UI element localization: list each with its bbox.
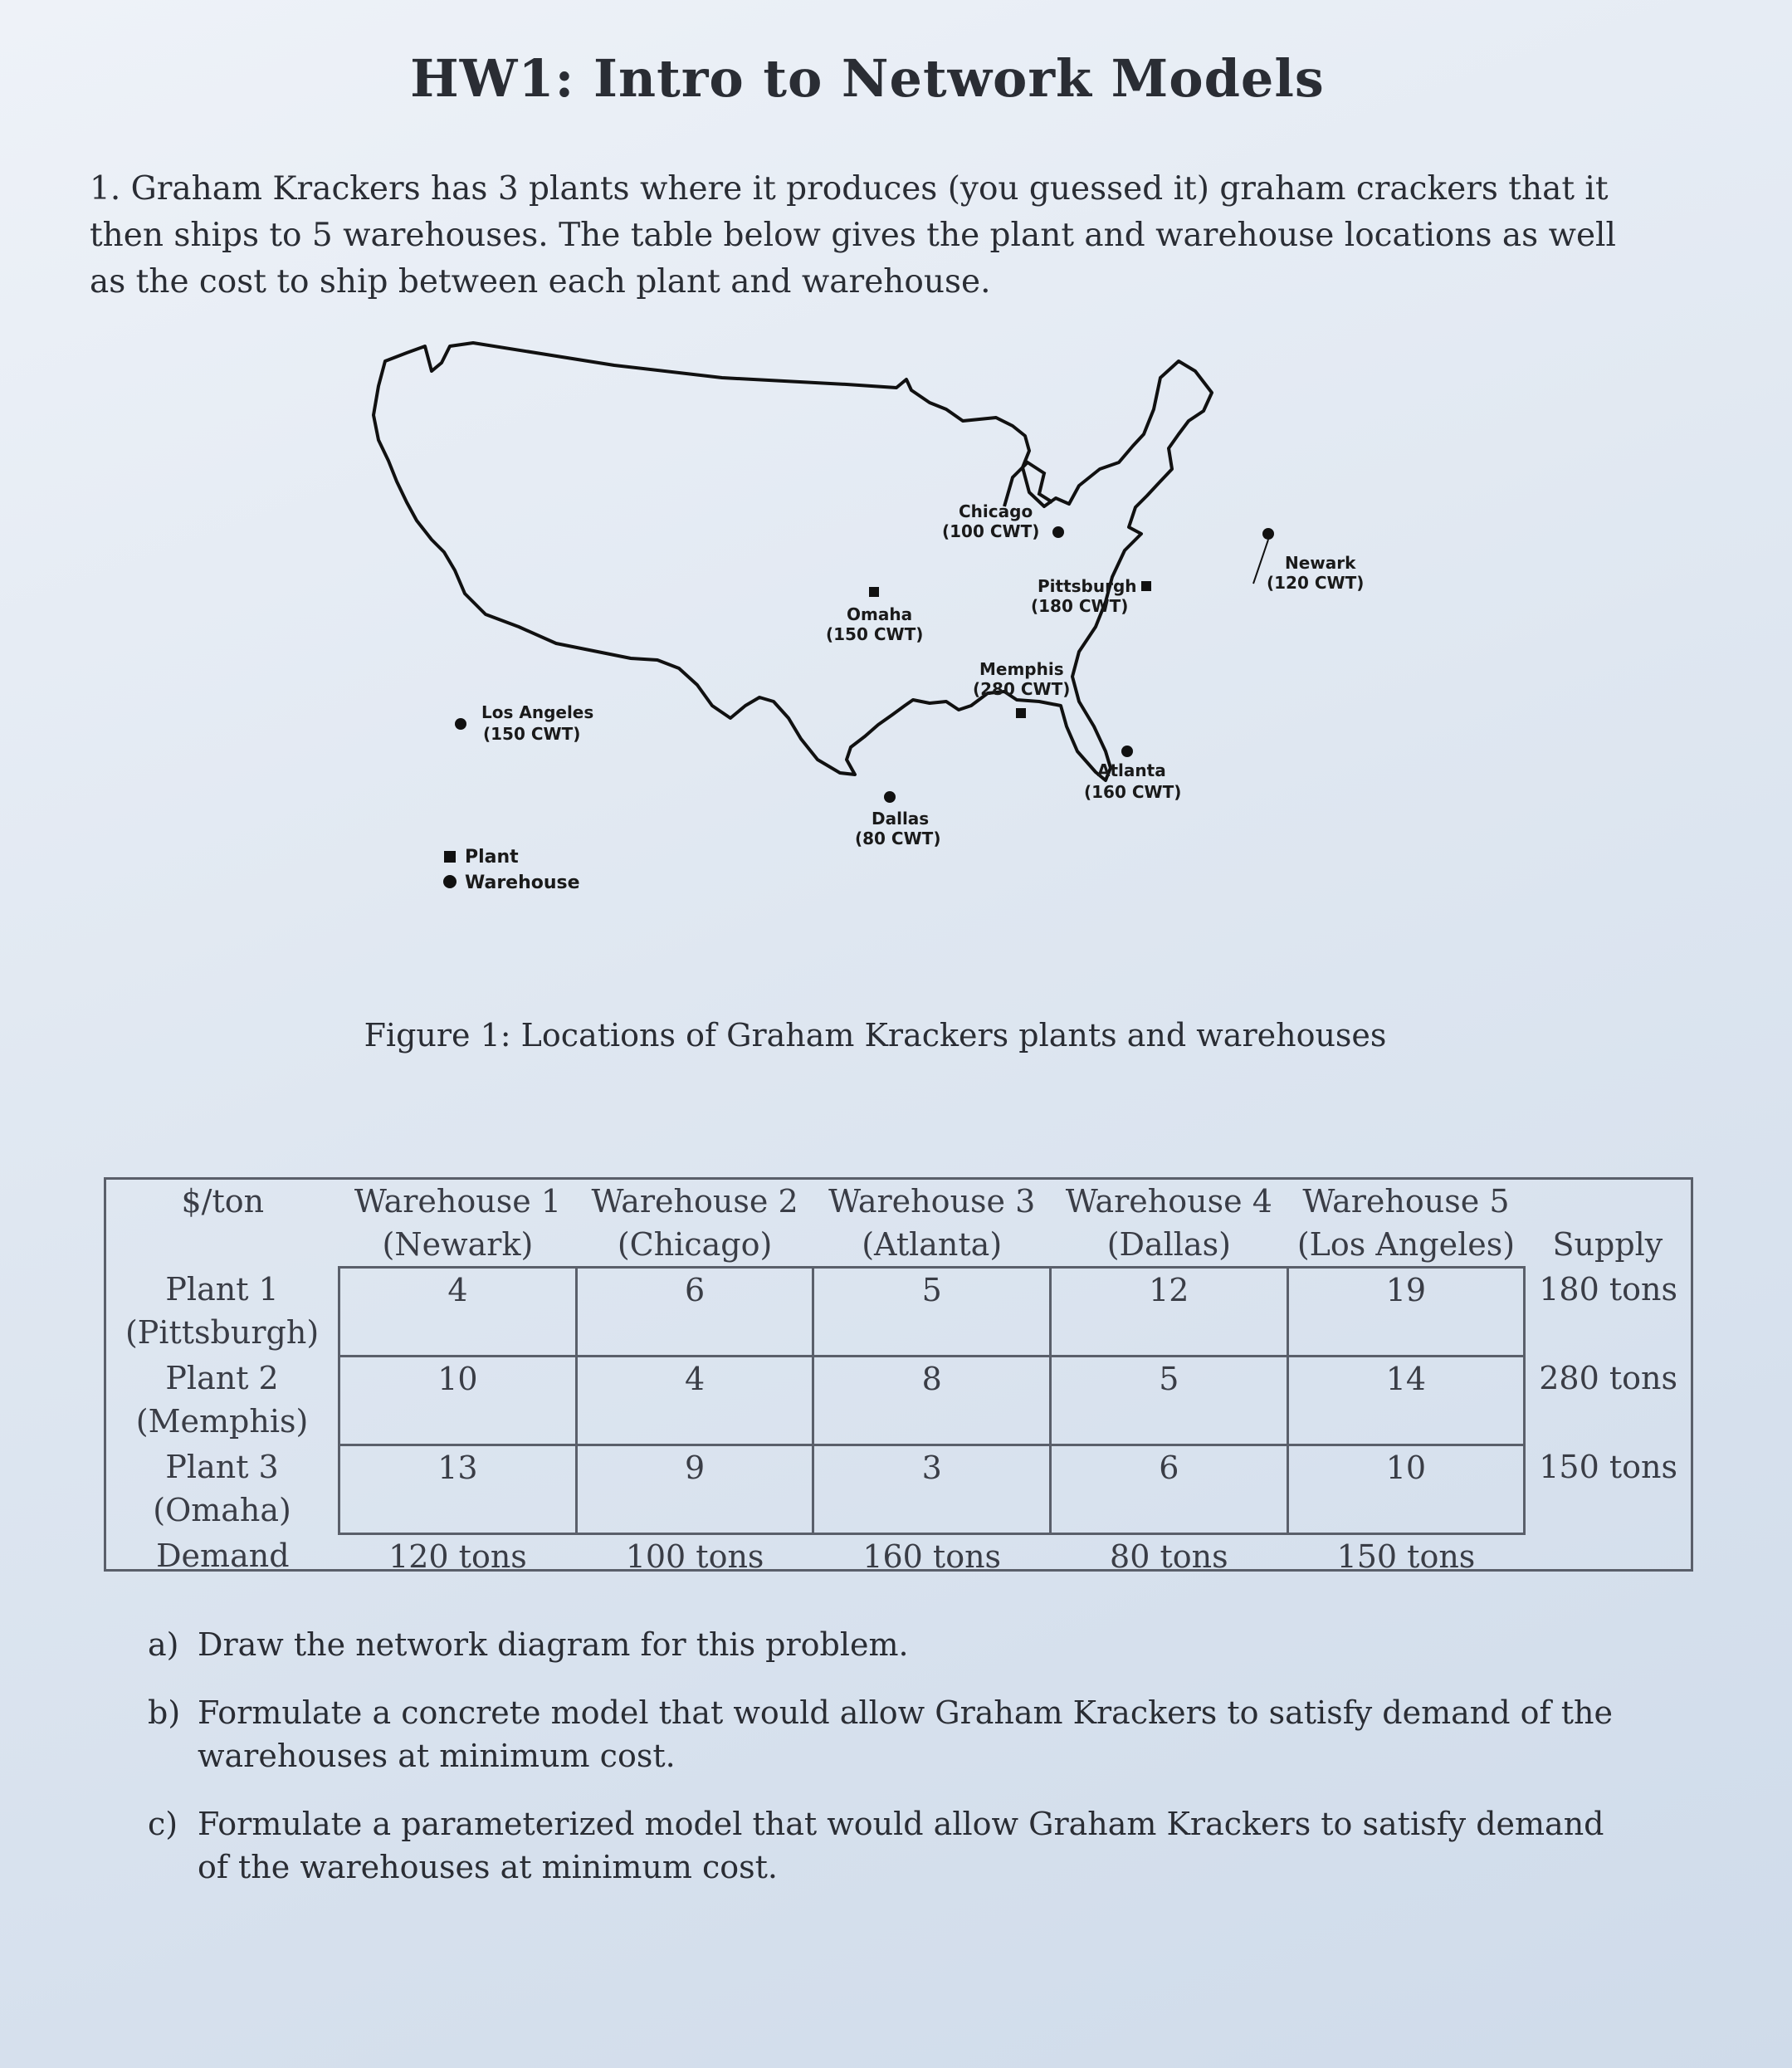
memphis-amount: (280 CWT) <box>973 679 1071 699</box>
demand-label: Demand <box>156 1537 290 1574</box>
cost-cell: 6 <box>576 1268 813 1357</box>
table-row <box>106 1445 1691 1534</box>
supply-cell: 180 tons <box>1539 1270 1677 1308</box>
question-c <box>148 1802 1642 1889</box>
omaha-label: Omaha <box>847 604 913 624</box>
cost-cell: 5 <box>1051 1357 1288 1445</box>
plant-label-2: Plant 2 (Memphis) <box>135 1359 309 1440</box>
plant-label-1: Plant 1 (Pittsburgh) <box>125 1270 320 1351</box>
problem-number: 1. <box>90 170 121 208</box>
plant-label-3: Plant 3 (Omaha) <box>153 1448 291 1528</box>
legend-plant-marker <box>444 851 456 863</box>
cost-cell: 12 <box>1051 1268 1288 1357</box>
question-a <box>148 1623 1642 1666</box>
table-header-row <box>106 1180 1691 1268</box>
los-angeles-amount: (150 CWT) <box>483 724 581 744</box>
cost-cell: 3 <box>813 1445 1051 1534</box>
us-map-figure <box>349 328 1394 984</box>
problem-statement <box>90 166 1650 306</box>
atlanta-amount: (160 CWT) <box>1084 782 1182 802</box>
pittsburgh-plant-marker <box>1141 581 1151 591</box>
cost-cell: 5 <box>813 1268 1051 1357</box>
memphis-label: Memphis <box>979 659 1064 679</box>
dallas-warehouse-marker <box>884 791 896 803</box>
atlanta-warehouse-marker <box>1121 746 1133 757</box>
warehouse-header-3: Warehouse 3 (Atlanta) <box>828 1183 1036 1263</box>
cost-cell: 10 <box>1287 1445 1525 1534</box>
demand-cell: 160 tons <box>862 1538 1002 1575</box>
warehouse-header-4: Warehouse 4 (Dallas) <box>1065 1183 1272 1263</box>
dallas-label: Dallas <box>872 809 930 829</box>
question-letter: c) <box>148 1806 178 1842</box>
cost-cell: 19 <box>1287 1268 1525 1357</box>
legend-warehouse-label: Warehouse <box>465 873 580 893</box>
problem-body: Graham Krackers has 3 plants where it produces (you guessed it) graham crackers that it then ships to 5 warehouses. The table below gives the plant and warehouse locations as well as the cost to ship between each plant and warehouse. <box>90 170 1616 301</box>
table-row <box>106 1268 1691 1357</box>
memphis-plant-marker <box>1016 708 1026 718</box>
cost-cell: 6 <box>1051 1445 1288 1534</box>
us-map-svg <box>349 328 1394 984</box>
cost-cell: 10 <box>339 1357 577 1445</box>
cost-cell: 4 <box>576 1357 813 1445</box>
shipping-cost-table <box>104 1177 1693 1575</box>
chicago-amount: (100 CWT) <box>942 521 1040 541</box>
omaha-amount: (150 CWT) <box>826 624 924 644</box>
question-text: Formulate a concrete model that would allow Graham Krackers to satisfy demand of the warehouses at minimum cost. <box>198 1694 1613 1774</box>
los-angeles-label: Los Angeles <box>481 702 594 722</box>
warehouse-header-2: Warehouse 2 (Chicago) <box>591 1183 798 1263</box>
newark-amount: (120 CWT) <box>1267 573 1365 593</box>
cost-cell: 4 <box>339 1268 577 1357</box>
supply-cell: 150 tons <box>1539 1448 1677 1485</box>
supply-cell: 280 tons <box>1539 1359 1677 1396</box>
question-letter: a) <box>148 1626 179 1663</box>
cost-table <box>106 1180 1691 1578</box>
question-text: Draw the network diagram for this problem. <box>198 1626 909 1663</box>
demand-empty-cell <box>1525 1534 1691 1579</box>
question-text: Formulate a parameterized model that would allow Graham Krackers to satisfy demand of the warehouses at minimum cost. <box>198 1806 1604 1885</box>
demand-cell: 120 tons <box>388 1538 527 1575</box>
demand-row <box>106 1534 1691 1579</box>
pittsburgh-label: Pittsburgh <box>1038 576 1137 596</box>
demand-cell: 150 tons <box>1336 1538 1476 1575</box>
cost-cell: 8 <box>813 1357 1051 1445</box>
newark-label: Newark <box>1285 553 1356 573</box>
legend-warehouse-marker <box>443 875 457 888</box>
los-angeles-warehouse-marker <box>455 718 466 730</box>
corner-cell: $/ton <box>181 1183 265 1220</box>
table-row <box>106 1357 1691 1445</box>
question-letter: b) <box>148 1694 181 1731</box>
dallas-amount: (80 CWT) <box>855 829 941 848</box>
question-b <box>148 1691 1642 1777</box>
cost-cell: 9 <box>576 1445 813 1534</box>
demand-cell: 100 tons <box>625 1538 764 1575</box>
document-title: HW1: Intro to Network Models <box>410 48 1325 109</box>
demand-cell: 80 tons <box>1110 1538 1228 1575</box>
question-list <box>148 1623 1642 1914</box>
supply-header: Supply <box>1552 1226 1663 1263</box>
pittsburgh-amount: (180 CWT) <box>1031 596 1129 616</box>
chicago-warehouse-marker <box>1052 526 1064 538</box>
omaha-plant-marker <box>869 587 879 597</box>
warehouse-header-1: Warehouse 1 (Newark) <box>354 1183 561 1263</box>
cost-cell: 14 <box>1287 1357 1525 1445</box>
chicago-label: Chicago <box>959 501 1033 521</box>
newark-warehouse-marker <box>1262 528 1274 540</box>
figure-caption: Figure 1: Locations of Graham Krackers plants and warehouses <box>364 1017 1387 1054</box>
cost-cell: 13 <box>339 1445 577 1534</box>
warehouse-header-5: Warehouse 5 (Los Angeles) <box>1296 1183 1516 1263</box>
legend-plant-label: Plant <box>465 847 519 868</box>
atlanta-label: Atlanta <box>1097 760 1166 780</box>
